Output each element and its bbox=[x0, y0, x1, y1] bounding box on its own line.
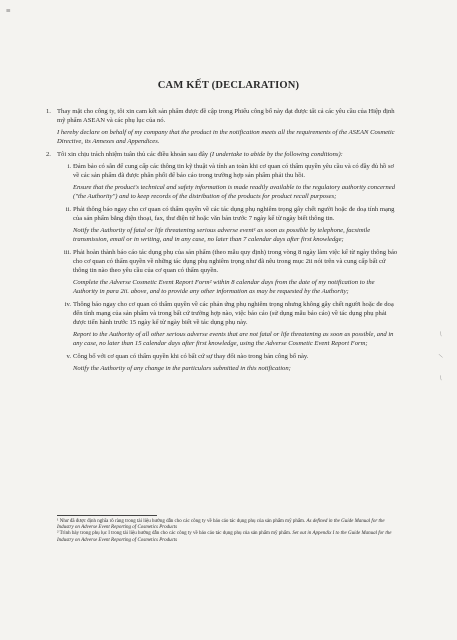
item-1-vi: Thay mặt cho công ty, tôi xin cam kết sản phẩm được đề cập trong Phiếu công bố này đạt được tất cả các yêu cầu của Hiệp định mỹ phẩm ASEAN và các phụ lục của nó. bbox=[57, 108, 395, 124]
scan-mark: / bbox=[437, 374, 444, 382]
condition-iv bbox=[57, 300, 399, 348]
condition-number: iv. bbox=[64, 301, 71, 308]
item-2-vi: Tôi xin chịu trách nhiệm tuân thủ các điều khoản sau đây bbox=[57, 151, 209, 158]
condition-number: i. bbox=[67, 163, 71, 170]
item-2-en: (I undertake to abide by the following conditions): bbox=[209, 151, 343, 158]
footnote-1 bbox=[57, 519, 399, 531]
condition-en: Notify the Authority of any change in the particulars submitted in this notification; bbox=[73, 365, 291, 372]
footnotes bbox=[57, 515, 399, 544]
item-1-number: 1. bbox=[46, 108, 51, 115]
condition-i bbox=[57, 162, 399, 201]
footnote-2-en: Set out in Appendix I to the Guide Manual for the Industry on Adverse Event Reporting of Cosmetics Products bbox=[57, 531, 392, 543]
item-2 bbox=[46, 150, 399, 373]
declaration-body bbox=[46, 107, 399, 377]
condition-number: ii. bbox=[65, 206, 71, 213]
item-1-en: I hereby declare on behalf of my company that the product in the notification meets all the requirements of the ASEAN Cosmetic Directive, its Annexes and Appendices. bbox=[57, 129, 395, 145]
condition-en: Ensure that the product's technical and safety information is made readily available to the regulatory authority concerned ("the Authority") and to keep records of the distribution of the products for product recall purposes; bbox=[73, 184, 396, 200]
item-2-intro bbox=[57, 150, 399, 159]
condition-v bbox=[57, 352, 399, 373]
scan-mark: \ bbox=[437, 352, 444, 360]
footnote-2 bbox=[57, 531, 399, 543]
scan-mark: / bbox=[437, 330, 444, 338]
margin-scan-marks bbox=[439, 320, 453, 400]
condition-vi: Thông báo ngay cho cơ quan có thẩm quyền về các phản ứng phụ nghiêm trọng nhưng không gây chết người hoặc đe doạ đến tính mạng của sản phẩm và trong bất cứ trường hợp nào, việc báo cáo (sử dụng mẫu báo cáo) về tác dụng phụ phải được tiến hành trước 15 ngày kể từ ngày biết về tác dụng phụ này. bbox=[73, 301, 394, 326]
page-title: CAM KẾT (DECLARATION) bbox=[157, 80, 300, 91]
item-2-number: 2. bbox=[46, 151, 51, 158]
condition-vi: Phải hoàn thành báo cáo tác dụng phụ của sản phẩm (theo mẫu quy định) trong vòng 8 ngày làm việc kể từ ngày thông báo cho cơ quan có thẩm quyền về những tác dụng phụ nghiêm trọng như đã nêu trong mục 2ii nói trên và cung cấp bất cứ thông tin nào theo yêu cầu của cơ quan có thẩm quyền. bbox=[73, 249, 398, 274]
item-1 bbox=[46, 107, 399, 146]
condition-vi: Công bố với cơ quan có thẩm quyền khi có bất cứ sự thay đổi nào trong bản công bố này. bbox=[73, 353, 309, 360]
footnote-divider bbox=[57, 515, 157, 516]
condition-vi: Đảm bảo có sẵn để cung cấp các thông tin kỹ thuật và tính an toàn khi cơ quan có thẩm quyền yêu cầu và có đầy đủ hồ sơ về các sản phẩm đã được phân phối để báo cáo trong trường hợp sản phẩm phải thu hồi. bbox=[73, 163, 394, 179]
condition-en: Notify the Authority of fatal or life threatening serious adverse event¹ as soon as possible by telephone, facsimile transmission, email or in writing, and in any case, no later than 7 calendar days after first knowledge; bbox=[73, 227, 371, 243]
footnote-1-en: As defined in the Guide Manual for the Industry on Adverse Event Reporting of Cosmetics Products bbox=[57, 519, 385, 531]
condition-iii bbox=[57, 248, 399, 296]
footnote-1-vi: ¹ Như đã được định nghĩa rõ ràng trong tài liệu hướng dẫn cho các công ty về báo cáo tác dụng phụ của sản phẩm mỹ phẩm. bbox=[57, 519, 306, 524]
footnote-2-vi: ² Trình bày trong phụ lục I trong tài liệu hướng dẫn cho các công ty về báo cáo tác dụng phụ của sản phẩm mỹ phẩm. bbox=[57, 531, 292, 537]
condition-number: iii. bbox=[63, 249, 71, 256]
condition-ii bbox=[57, 205, 399, 244]
corner-mark: ≡ bbox=[6, 6, 11, 15]
condition-en: Complete the Adverse Cosmetic Event Report Form² within 8 calendar days from the date of my notification to the Authority in para 2ii. above, and to provide any other information as may be requested by the Authority; bbox=[73, 279, 375, 295]
condition-vi: Phải thông báo ngay cho cơ quan có thẩm quyền về các tác dụng phụ nghiêm trọng gây chết người hoặc đe doạ tính mạng của sản phẩm bằng điện thoại, fax, thư điện tử hoặc văn bản trước 7 ngày kể từ ngày biết thông tin. bbox=[73, 206, 395, 222]
condition-number: v. bbox=[66, 353, 71, 360]
condition-en: Report to the Authority of all other serious adverse events that are not fatal or life threatening as soon as possible, and in any case, no later than 15 calendar days after first knowledge, using the Adverse Cosmetic Event Report Form; bbox=[73, 331, 394, 347]
